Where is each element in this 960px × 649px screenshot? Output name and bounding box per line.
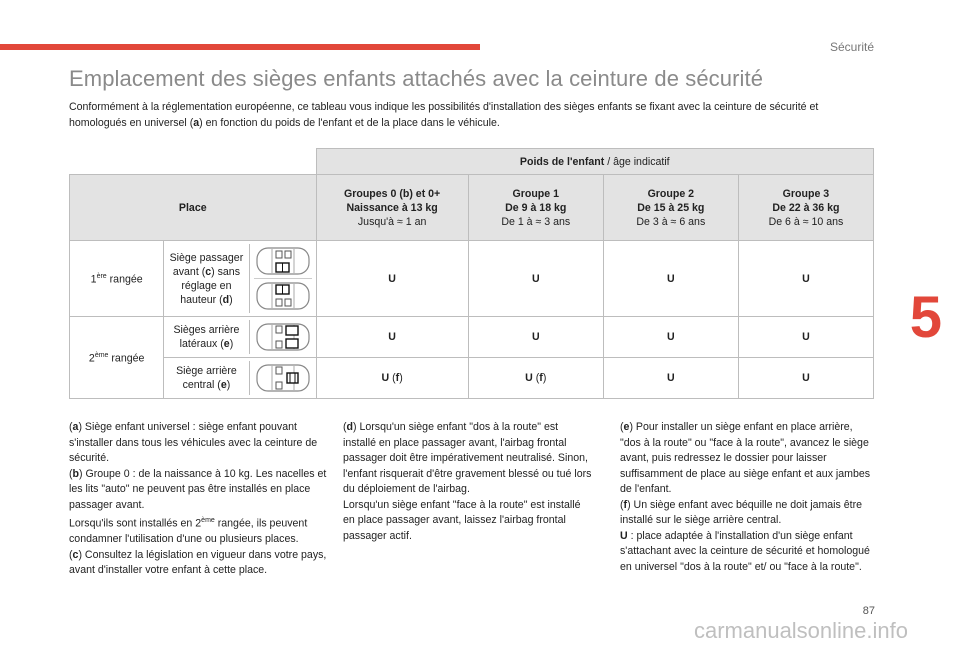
value-cell: U [603, 358, 738, 399]
seat-label: Siège passager avant (c) sans réglage en hauteur (d) [169, 251, 244, 306]
watermark: carmanualsonline.info [693, 618, 908, 643]
accent-bar [0, 44, 480, 50]
section-label: Sécurité [829, 40, 874, 54]
group-header: Groupes 0 (b) et 0+ Naissance à 13 kg Jusqu'à ≈ 1 an [316, 175, 468, 241]
place-header: Place [70, 175, 317, 241]
seat-cell [164, 358, 316, 399]
note-e: (e) Pour installer un siège enfant en place arrière, "dos à la route" ou "face à la route", avancez le siège avant, puis redressez le dossier pour laisser suffisamment de place au siège enfant et aux jambes de l'enfant. [620, 421, 871, 495]
value-cell: U [603, 317, 738, 358]
note-f: (f) Un siège enfant avec béquille ne doit jamais être installé sur le siège arrière central. [620, 498, 863, 526]
value-cell: U [738, 358, 873, 399]
page-number: 87 [862, 605, 875, 617]
note-b-cont: Lorsqu'ils sont installés en 2ème rangée, ils peuvent condamner l'utilisation d'une ou plusieurs places. [69, 517, 308, 546]
row-label-first: 1ère rangée [70, 241, 164, 317]
notes-column-3 [620, 420, 876, 575]
notes-column-2 [343, 420, 593, 544]
value-cell: U [738, 317, 873, 358]
car-diagram-icon [249, 320, 316, 354]
child-seat-table [69, 148, 874, 399]
car-diagram-icon [249, 361, 316, 395]
note-d-cont: Lorsqu'un siège enfant "face à la route" est installé en place passager avant, laissez l'airbag frontal passager actif. [343, 498, 581, 542]
row-label-second: 2ème rangée [70, 317, 164, 399]
note-c: (c) Consultez la législation en vigueur dans votre pays, avant d'installer votre enfant à cette place. [69, 548, 327, 577]
group-header: Groupe 1 De 9 à 18 kg De 1 à ≈ 3 ans [468, 175, 603, 241]
group-header: Groupe 3 De 22 à 36 kg De 6 à ≈ 10 ans [738, 175, 873, 241]
note-d: (d) Lorsqu'un siège enfant "dos à la route" est installé en place passager avant, l'airbag frontal passager doit être impérativement neutralisé. Sinon, l'enfant risquerait d'être gravement blessé ou tué lors du déploiement de l'airbag. [343, 421, 592, 495]
chapter-number: 5 [909, 285, 942, 350]
value-cell: U [468, 241, 603, 317]
group-header: Groupe 2 De 15 à 25 kg De 3 à ≈ 6 ans [603, 175, 738, 241]
page-title: Emplacement des sièges enfants attachés avec la ceinture de sécurité [69, 66, 764, 91]
note-a: (a) Siège enfant universel : siège enfant pouvant s'installer dans tous les véhicules avec la ceinture de sécurité. [69, 421, 318, 464]
intro-paragraph: Conformément à la réglementation européenne, ce tableau vous indique les possibilités d'installation des sièges enfants se fixant avec la ceinture de sécurité et homologués en universel (a) en fonction du poids de l'enfant et de la place dans le véhicule. [69, 101, 819, 129]
car-diagram-icon [249, 244, 316, 313]
seat-label: Siège arrière central (e) [176, 365, 237, 391]
weight-header: Poids de l'enfant / âge indicatif [316, 149, 873, 175]
note-u: U : place adaptée à l'installation d'un siège enfant s'attachant avec la ceinture de sécurité et homologué en universel "dos à la route" et/ ou "face à la route". [620, 529, 870, 573]
value-cell: U (f) [468, 358, 603, 399]
seat-label: Sièges arrière latéraux (e) [173, 324, 240, 350]
value-cell: U [468, 317, 603, 358]
value-cell: U [316, 317, 468, 358]
seat-cell [164, 241, 316, 317]
value-cell: U [738, 241, 873, 317]
value-cell: U (f) [316, 358, 468, 399]
seat-cell [164, 317, 316, 358]
notes-column-1 [69, 420, 327, 579]
value-cell: U [603, 241, 738, 317]
note-b: (b) Groupe 0 : de la naissance à 10 kg. Les nacelles et les lits "auto" ne peuvent pas être installés en place passager avant. [69, 467, 327, 511]
value-cell: U [316, 241, 468, 317]
